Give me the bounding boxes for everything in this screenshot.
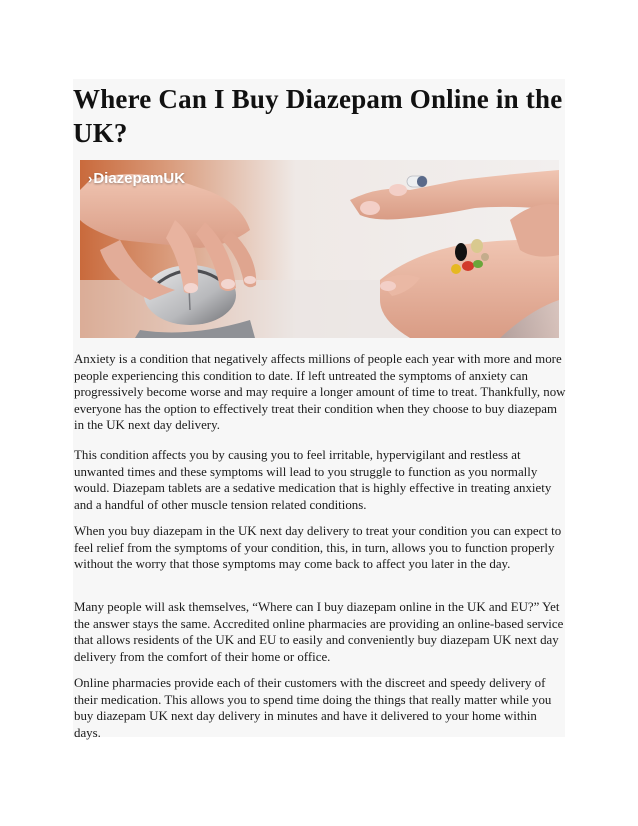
- pills-icon: [407, 176, 427, 187]
- paragraph-2: This condition affects you by causing you to feel irritable, hypervigilant and restless at unwanted times and these symptoms will lead to you struggle to function as you normally would. Diazepam tablets are a sedative medication that is highly effective in treating anxiety and a handful of other muscle tension related conditions.: [74, 448, 552, 512]
- paragraph-4: Many people will ask themselves, “Where can I buy diazepam online in the UK and EU?” Yet the answer stays the same. Accredited online pharmacies are providing an online-based service that allows residents of the UK and EU to easily and conveniently buy diazepam UK next day delivery from the comfort of their home or office.: [74, 600, 564, 664]
- paragraph-1: Anxiety is a condition that negatively affects millions of people each year with more and more people experiencing this condition to date. If left untreated the symptoms of anxiety can progressively become worse and may require a longer amount of time to treat. Thankfully, now everyone has the option to effectively treat their condition when they choose to buy diazepam in the UK next day delivery.: [74, 352, 566, 433]
- page-title: Where Can I Buy Diazepam Online in the UK?: [73, 84, 563, 148]
- brand-name: DiazepamUK: [93, 170, 186, 187]
- brand-logo: [88, 170, 185, 187]
- paragraph-5: Online pharmacies provide each of their customers with the discreet and speedy delivery of their medication. This allows you to spend time doing the things that really matter while you buy diazepam UK next day delivery in minutes and have it delivered to your home within days.: [74, 676, 552, 740]
- paragraph-3: When you buy diazepam in the UK next day delivery to treat your condition you can expect to feel relief from the symptoms of your condition, this, in turn, allows you to function properly without the worry that those symptoms may come back to affect you later in the day.: [74, 524, 562, 572]
- chevron-right-icon: ›: [88, 171, 93, 186]
- hero-image: [80, 160, 559, 338]
